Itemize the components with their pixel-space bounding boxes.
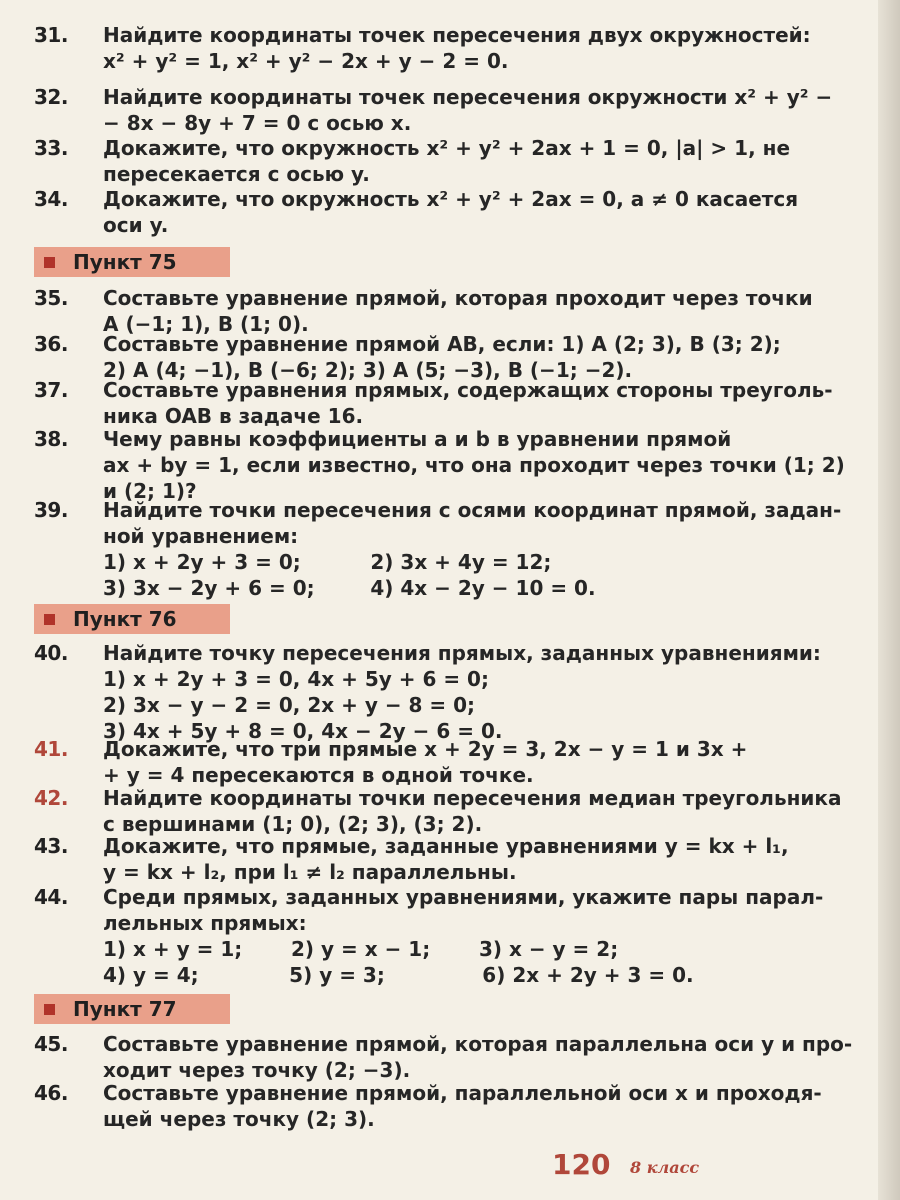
- problem-number: 40.: [34, 641, 68, 665]
- problem-text-line: Составьте уравнение прямой, которая параллельна оси y и про-: [103, 1032, 853, 1056]
- problem-number: 32.: [34, 85, 68, 109]
- problem-text-line: и (2; 1)?: [103, 479, 197, 503]
- problem-text-line: 1) x + y = 1; 2) y = x − 1; 3) x − y = 2;: [103, 937, 619, 961]
- problem-text-line: ной уравнением:: [103, 524, 299, 548]
- section-marker-icon: [44, 1004, 55, 1015]
- problem-number: 45.: [34, 1032, 68, 1056]
- problem-text-line: Докажите, что три прямые x + 2y = 3, 2x − y = 1 и 3x +: [103, 737, 748, 761]
- problem-text-line: Найдите координаты точек пересечения двух окружностей:: [103, 23, 811, 47]
- problem-text-line: + y = 4 пересекаются в одной точке.: [103, 763, 534, 787]
- page-edge-shadow: [878, 0, 900, 1200]
- problem-number: 31.: [34, 23, 68, 47]
- section-heading-76: [34, 604, 230, 634]
- problem-text-line: Среди прямых, заданных уравнениями, укажите пары парал-: [103, 885, 824, 909]
- problem-text-line: − 8x − 8y + 7 = 0 с осью x.: [103, 111, 412, 135]
- problem-text-line: лельных прямых:: [103, 911, 307, 935]
- problem-text-line: 2) A (4; −1), B (−6; 2); 3) A (5; −3), B (−1; −2).: [103, 358, 633, 382]
- problem-text-line: A (−1; 1), B (1; 0).: [103, 312, 309, 336]
- problem-text-line: 4) y = 4; 5) y = 3; 6) 2x + 2y + 3 = 0.: [103, 963, 694, 987]
- problem-number: 46.: [34, 1081, 68, 1105]
- problem-text-line: 2) 3x − y − 2 = 0, 2x + y − 8 = 0;: [103, 693, 476, 717]
- problem-number: 38.: [34, 427, 68, 451]
- problem-number: 33.: [34, 136, 68, 160]
- section-heading-75: [34, 247, 230, 277]
- problem-text-line: 3) 4x + 5y + 8 = 0, 4x − 2y − 6 = 0.: [103, 719, 503, 743]
- problem-number: 36.: [34, 332, 68, 356]
- problem-number: 43.: [34, 834, 68, 858]
- problem-text-line: Найдите точки пересечения с осями координат прямой, задан-: [103, 498, 842, 522]
- problem-text-line: с вершинами (1; 0), (2; 3), (3; 2).: [103, 812, 483, 836]
- problem-text-line: пересекается с осью y.: [103, 162, 370, 186]
- problem-text-line: Составьте уравнения прямых, содержащих стороны треуголь-: [103, 378, 833, 402]
- problem-text-line: Докажите, что окружность x² + y² + 2ax = 0, a ≠ 0 касается: [103, 187, 799, 211]
- problem-number: 34.: [34, 187, 68, 211]
- section-title: Пункт 76: [73, 607, 177, 631]
- grade-label: 8 класс: [630, 1158, 700, 1177]
- problem-text-line: Составьте уравнение прямой AB, если: 1) A (2; 3), B (3; 2);: [103, 332, 781, 356]
- problem-number: 41.: [34, 737, 68, 761]
- section-title: Пункт 77: [73, 997, 177, 1021]
- problem-text-line: ходит через точку (2; −3).: [103, 1058, 411, 1082]
- problem-text-line: Найдите точку пересечения прямых, заданных уравнениями:: [103, 641, 821, 665]
- problem-text-line: Чему равны коэффициенты a и b в уравнении прямой: [103, 427, 732, 451]
- problem-text-line: x² + y² = 1, x² + y² − 2x + y − 2 = 0.: [103, 49, 509, 73]
- problem-text-line: ника OAB в задаче 16.: [103, 404, 364, 428]
- problem-text-line: оси y.: [103, 213, 169, 237]
- problem-text-line: Составьте уравнение прямой, которая проходит через точки: [103, 286, 813, 310]
- problem-text-line: Составьте уравнение прямой, параллельной оси x и проходя-: [103, 1081, 822, 1105]
- problem-number: 37.: [34, 378, 68, 402]
- section-title: Пункт 75: [73, 250, 177, 274]
- problem-number: 35.: [34, 286, 68, 310]
- problem-text-line: Докажите, что прямые, заданные уравнениями y = kx + l₁,: [103, 834, 789, 858]
- section-marker-icon: [44, 614, 55, 625]
- problem-text-line: ax + by = 1, если известно, что она проходит через точки (1; 2): [103, 453, 845, 477]
- problem-text-line: щей через точку (2; 3).: [103, 1107, 375, 1131]
- problem-number: 39.: [34, 498, 68, 522]
- problem-number: 42.: [34, 786, 68, 810]
- section-marker-icon: [44, 257, 55, 268]
- page-number: 120: [552, 1148, 611, 1181]
- problem-text-line: 1) x + 2y + 3 = 0, 4x + 5y + 6 = 0;: [103, 667, 489, 691]
- section-heading-77: [34, 994, 230, 1024]
- problem-text-line: Докажите, что окружность x² + y² + 2ax + 1 = 0, |a| > 1, не: [103, 136, 791, 160]
- problem-text-line: 3) 3x − 2y + 6 = 0; 4) 4x − 2y − 10 = 0.: [103, 576, 596, 600]
- problem-text-line: 1) x + 2y + 3 = 0; 2) 3x + 4y = 12;: [103, 550, 552, 574]
- problem-text-line: y = kx + l₂, при l₁ ≠ l₂ параллельны.: [103, 860, 517, 884]
- problem-number: 44.: [34, 885, 68, 909]
- problem-text-line: Найдите координаты точек пересечения окружности x² + y² −: [103, 85, 833, 109]
- problem-text-line: Найдите координаты точки пересечения медиан треугольника: [103, 786, 842, 810]
